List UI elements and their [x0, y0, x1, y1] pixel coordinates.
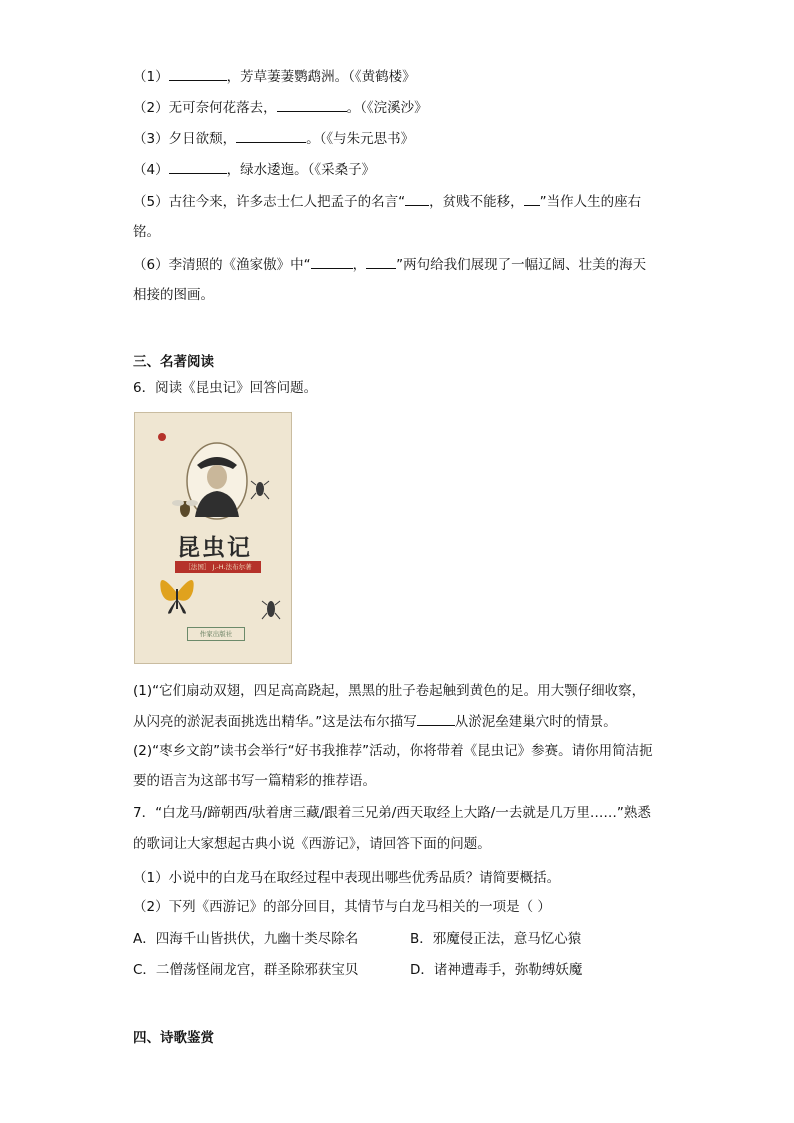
cover-author: ［法国］ J.-H.法布尔著	[175, 561, 261, 573]
answer-blank[interactable]	[236, 128, 306, 143]
item-number: （4）	[133, 162, 169, 178]
item-text: （6）李清照的《渔家傲》中“	[133, 257, 311, 273]
beetle-icon	[251, 481, 269, 499]
answer-blank[interactable]	[524, 191, 540, 206]
cover-title: 昆虫记	[177, 534, 252, 561]
q7-sub2: （2）下列《西游记》的部分回目，其情节与白龙马相关的一项是（ ）	[133, 899, 551, 915]
bee-icon	[172, 500, 198, 517]
item-number: （2）	[133, 100, 169, 116]
q5-item-6	[133, 254, 646, 275]
answer-blank[interactable]	[277, 97, 347, 112]
q5-item-4	[133, 159, 375, 180]
q7-stem-line2: 的歌词让大家想起古典小说《西游记》，请回答下面的问题。	[133, 836, 491, 852]
item-number: （3）	[133, 131, 169, 147]
item-text: 夕日欲颓，	[168, 131, 237, 147]
q5-item-5	[133, 191, 641, 212]
book-cover-image	[134, 412, 292, 664]
answer-blank[interactable]	[169, 159, 227, 174]
answer-blank[interactable]	[366, 254, 396, 269]
butterfly-icon	[160, 580, 193, 614]
item-text: ，	[352, 257, 367, 273]
q7-stem-line1: 7．“白龙马/蹄朝西/驮着唐三藏/跟着三兄弟/西天取经上大路/一去就是几万里……”熟悉	[133, 805, 651, 821]
item-text: （5）古往今来，许多志士仁人把孟子的名言“	[133, 194, 406, 210]
q7-sub1: （1）小说中的白龙马在取经过程中表现出哪些优秀品质？请简要概括。	[133, 870, 561, 886]
item-text: 无可奈何花落去，	[168, 100, 277, 116]
option-b[interactable]: B．邪魔侵正法，意马忆心猿	[410, 931, 582, 947]
portrait-face	[207, 465, 227, 489]
q6-p1-line1: (1)“它们扇动双翅，四足高高跷起，黑黑的肚子卷起触到黄色的足。用大颚仔细收察，	[133, 683, 646, 699]
item-text: 。（《与朱元思书》	[306, 131, 415, 147]
q5-item-3	[133, 128, 414, 149]
option-d[interactable]: D．诸神遭毒手，弥勒缚妖魔	[410, 962, 583, 978]
item-text: ”两句给我们展现了一幅辽阔、壮美的海天	[396, 257, 647, 273]
seal-mark-icon	[158, 433, 166, 441]
item-number: （1）	[133, 69, 169, 85]
q5-item-6-cont: 相接的图画。	[133, 287, 214, 303]
cover-publisher: 作家出版社	[187, 627, 245, 641]
item-text: ，芳草萋萋鹦鹉洲。（《黄鹤楼》	[226, 69, 416, 85]
answer-blank[interactable]	[417, 711, 455, 726]
item-text: 从闪亮的淤泥表面挑选出精华。”这是法布尔描写	[133, 714, 417, 730]
answer-blank[interactable]	[169, 66, 227, 81]
item-text: 。（《浣溪沙》	[346, 100, 428, 116]
q6-p1-line2	[133, 711, 617, 732]
item-text: ，贫贱不能移，	[429, 194, 524, 210]
q5-item-5-cont: 铭。	[133, 224, 160, 240]
option-a[interactable]: A．四海千山皆拱伏，九幽十类尽除名	[133, 931, 359, 947]
q6-p2-line1: (2)“枣乡文韵”读书会举行“好书我推荐”活动，你将带着《昆虫记》参赛。请你用简洁扼	[133, 743, 653, 759]
item-text: 从淤泥垒建巢穴时的情景。	[454, 714, 617, 730]
item-text: ”当作人生的座右	[539, 194, 642, 210]
option-c[interactable]: C．二僧荡怪闹龙宫，群圣除邪获宝贝	[133, 962, 359, 978]
q6-p2-line2: 要的语言为这部书写一篇精彩的推荐语。	[133, 773, 376, 789]
section-heading: 三、名著阅读	[133, 354, 214, 370]
item-text: ，绿水逶迤。（《采桑子》	[226, 162, 376, 178]
q5-item-2	[133, 97, 428, 118]
q5-item-1	[133, 66, 416, 87]
answer-blank[interactable]	[311, 254, 353, 269]
question-6-stem: 6．阅读《昆虫记》回答问题。	[133, 380, 318, 396]
beetle-icon	[262, 601, 280, 619]
section-heading: 四、诗歌鉴赏	[133, 1030, 214, 1046]
answer-blank[interactable]	[405, 191, 429, 206]
